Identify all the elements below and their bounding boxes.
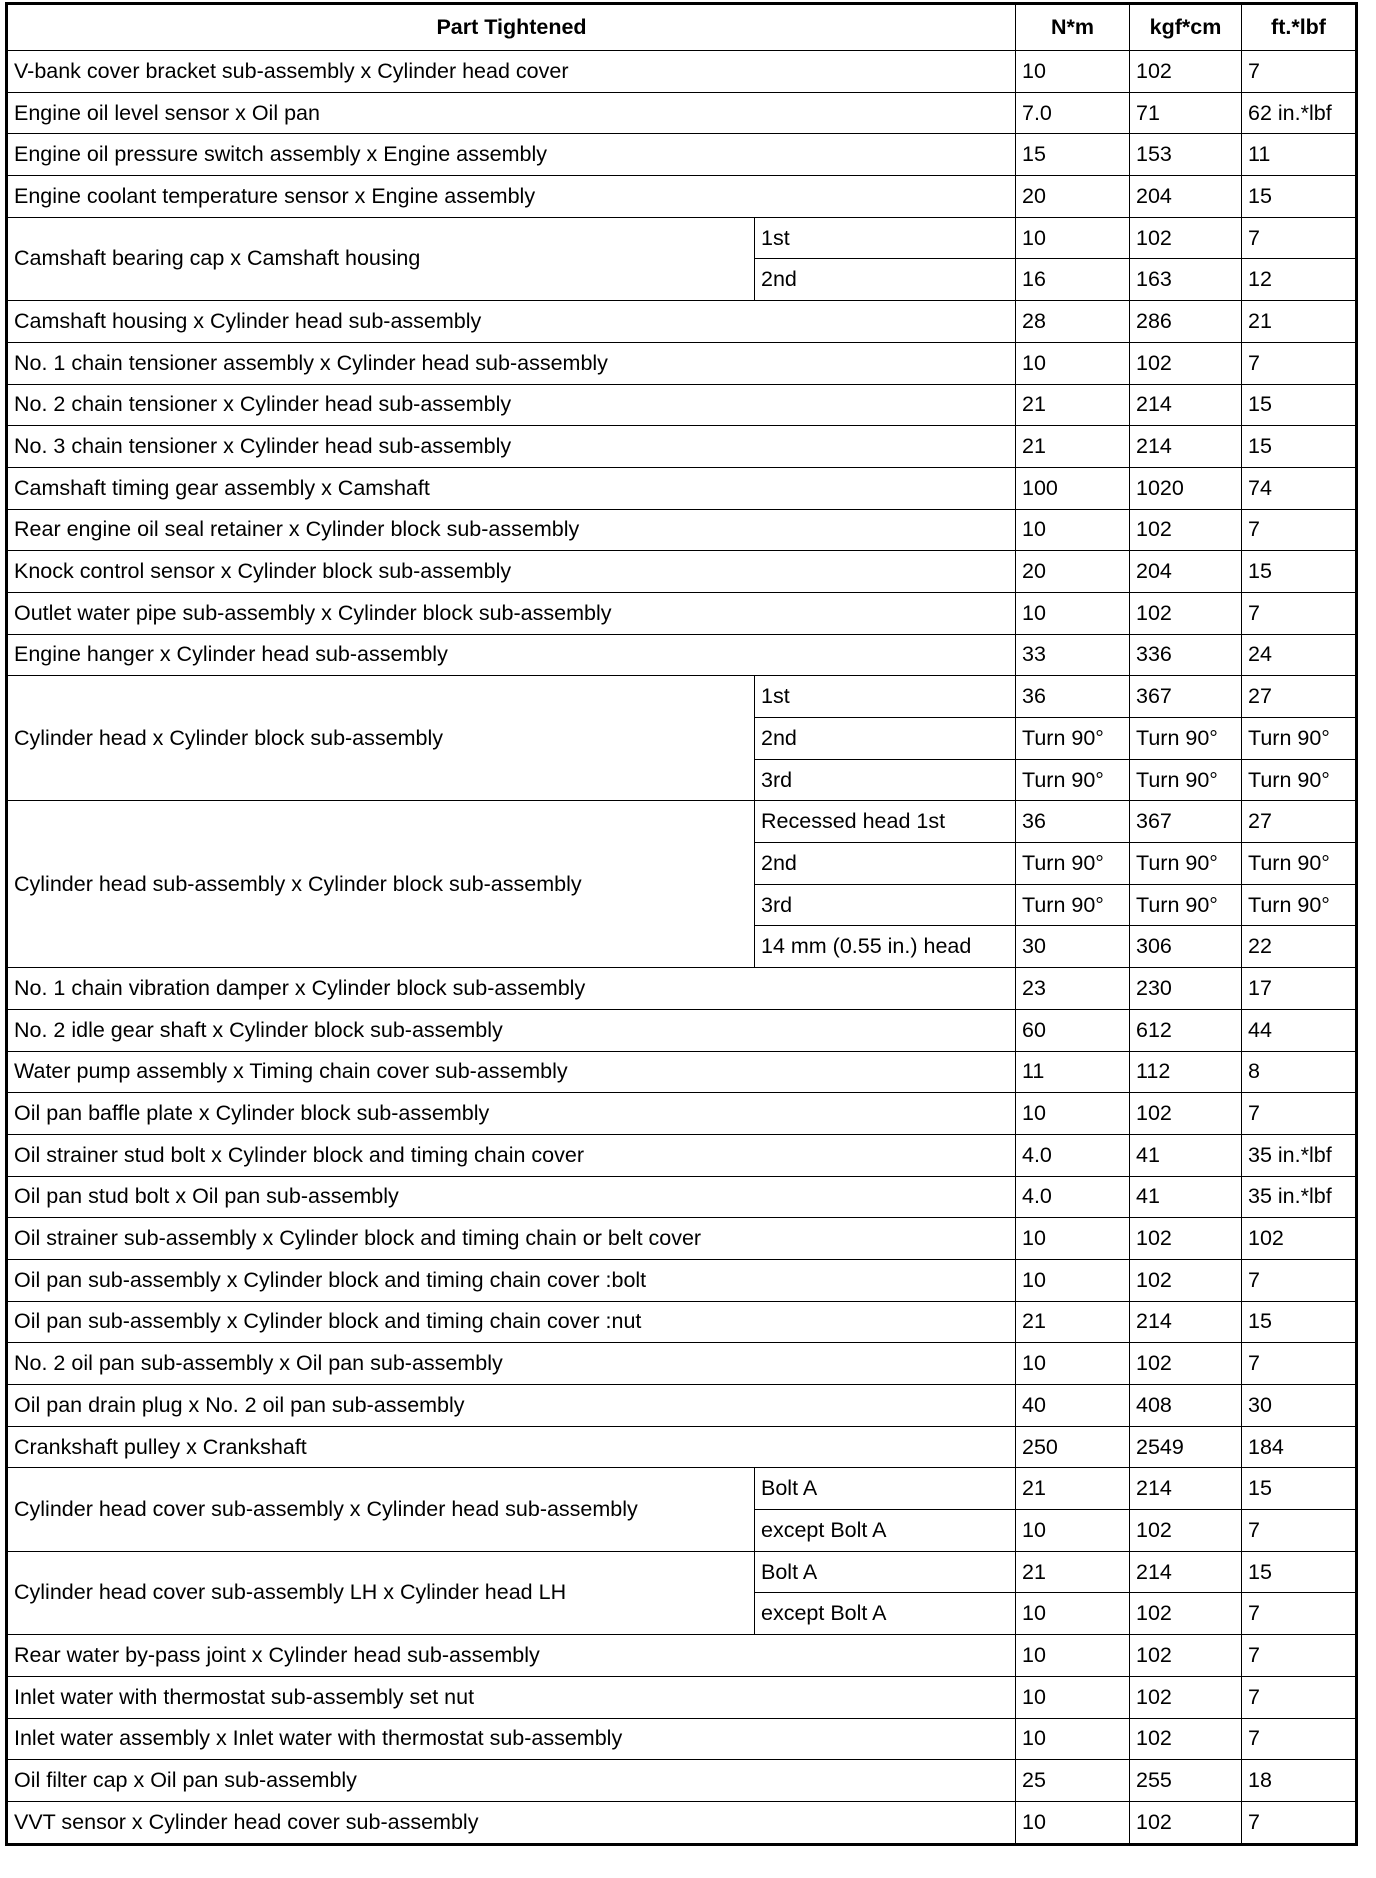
part-name: Oil strainer sub-assembly x Cylinder block and timing chain or belt cover <box>7 1218 1016 1260</box>
value-ftlbf: 22 <box>1242 926 1357 968</box>
value-ftlbf: 8 <box>1242 1051 1357 1093</box>
value-ftlbf: Turn 90° <box>1242 843 1357 885</box>
part-name: Inlet water assembly x Inlet water with thermostat sub-assembly <box>7 1718 1016 1760</box>
value-ftlbf: 27 <box>1242 676 1357 718</box>
value-nm: 10 <box>1016 217 1130 259</box>
value-nm: 36 <box>1016 801 1130 843</box>
value-ftlbf: 74 <box>1242 467 1357 509</box>
value-nm: 16 <box>1016 259 1130 301</box>
table-row <box>7 1718 1357 1760</box>
value-ftlbf: 184 <box>1242 1426 1357 1468</box>
value-ftlbf: 7 <box>1242 342 1357 384</box>
table-row <box>7 592 1357 634</box>
value-ftlbf: 44 <box>1242 1009 1357 1051</box>
value-ftlbf: 15 <box>1242 176 1357 218</box>
value-ftlbf: 15 <box>1242 426 1357 468</box>
part-name: Rear engine oil seal retainer x Cylinder block sub-assembly <box>7 509 1016 551</box>
value-ftlbf: 11 <box>1242 134 1357 176</box>
part-name: V-bank cover bracket sub-assembly x Cylinder head cover <box>7 51 1016 93</box>
step-label: 14 mm (0.55 in.) head <box>755 926 1016 968</box>
value-kgfcm: 204 <box>1130 551 1242 593</box>
value-kgfcm: Turn 90° <box>1130 718 1242 760</box>
value-nm: 23 <box>1016 968 1130 1010</box>
value-nm: 10 <box>1016 51 1130 93</box>
value-kgfcm: 102 <box>1130 51 1242 93</box>
value-kgfcm: 102 <box>1130 1676 1242 1718</box>
value-kgfcm: 408 <box>1130 1385 1242 1427</box>
part-name: Oil pan baffle plate x Cylinder block sub-assembly <box>7 1093 1016 1135</box>
value-ftlbf: 7 <box>1242 592 1357 634</box>
table-row <box>7 1426 1357 1468</box>
value-nm: 100 <box>1016 467 1130 509</box>
table-row <box>7 1343 1357 1385</box>
value-kgfcm: 1020 <box>1130 467 1242 509</box>
value-kgfcm: 102 <box>1130 1510 1242 1552</box>
part-name: Engine oil pressure switch assembly x Engine assembly <box>7 134 1016 176</box>
value-kgfcm: 102 <box>1130 509 1242 551</box>
value-nm: 10 <box>1016 592 1130 634</box>
value-kgfcm: 102 <box>1130 1259 1242 1301</box>
value-ftlbf: 7 <box>1242 1676 1357 1718</box>
value-nm: 10 <box>1016 1635 1130 1677</box>
value-kgfcm: 306 <box>1130 926 1242 968</box>
part-name: Crankshaft pulley x Crankshaft <box>7 1426 1016 1468</box>
table-row <box>7 1301 1357 1343</box>
step-label: 2nd <box>755 259 1016 301</box>
table-row <box>7 801 1357 843</box>
value-ftlbf: 15 <box>1242 1551 1357 1593</box>
value-kgfcm: 102 <box>1130 1093 1242 1135</box>
part-name: No. 1 chain vibration damper x Cylinder block sub-assembly <box>7 968 1016 1010</box>
value-ftlbf: 24 <box>1242 634 1357 676</box>
value-ftlbf: Turn 90° <box>1242 759 1357 801</box>
table-row <box>7 1134 1357 1176</box>
part-name: Cylinder head cover sub-assembly LH x Cylinder head LH <box>7 1551 755 1634</box>
value-ftlbf: 7 <box>1242 1259 1357 1301</box>
value-kgfcm: 214 <box>1130 1468 1242 1510</box>
value-nm: Turn 90° <box>1016 759 1130 801</box>
part-name: Water pump assembly x Timing chain cover sub-assembly <box>7 1051 1016 1093</box>
part-name: Cylinder head x Cylinder block sub-assembly <box>7 676 755 801</box>
value-ftlbf: Turn 90° <box>1242 884 1357 926</box>
part-name: Rear water by-pass joint x Cylinder head sub-assembly <box>7 1635 1016 1677</box>
part-name: VVT sensor x Cylinder head cover sub-assembly <box>7 1801 1016 1844</box>
value-nm: 60 <box>1016 1009 1130 1051</box>
value-ftlbf: 62 in.*lbf <box>1242 92 1357 134</box>
value-kgfcm: 102 <box>1130 1718 1242 1760</box>
value-nm: 250 <box>1016 1426 1130 1468</box>
value-nm: 21 <box>1016 426 1130 468</box>
header-part-tightened: Part Tightened <box>7 4 1016 51</box>
table-row <box>7 1051 1357 1093</box>
value-kgfcm: 41 <box>1130 1134 1242 1176</box>
part-name: Oil filter cap x Oil pan sub-assembly <box>7 1760 1016 1802</box>
value-kgfcm: 102 <box>1130 1635 1242 1677</box>
table-row <box>7 551 1357 593</box>
table-row <box>7 1801 1357 1844</box>
value-kgfcm: Turn 90° <box>1130 843 1242 885</box>
value-kgfcm: 41 <box>1130 1176 1242 1218</box>
part-name: Oil pan drain plug x No. 2 oil pan sub-assembly <box>7 1385 1016 1427</box>
table-row <box>7 384 1357 426</box>
value-kgfcm: 204 <box>1130 176 1242 218</box>
part-name: Oil strainer stud bolt x Cylinder block and timing chain cover <box>7 1134 1016 1176</box>
value-nm: 33 <box>1016 634 1130 676</box>
step-label: 1st <box>755 676 1016 718</box>
value-ftlbf: 7 <box>1242 1343 1357 1385</box>
part-name: Engine hanger x Cylinder head sub-assembly <box>7 634 1016 676</box>
value-nm: 4.0 <box>1016 1134 1130 1176</box>
part-name: Cylinder head sub-assembly x Cylinder block sub-assembly <box>7 801 755 968</box>
value-ftlbf: 15 <box>1242 1468 1357 1510</box>
value-ftlbf: 21 <box>1242 301 1357 343</box>
table-row <box>7 1218 1357 1260</box>
value-ftlbf: 27 <box>1242 801 1357 843</box>
value-kgfcm: 102 <box>1130 592 1242 634</box>
table-row <box>7 1635 1357 1677</box>
part-name: No. 2 oil pan sub-assembly x Oil pan sub-assembly <box>7 1343 1016 1385</box>
value-kgfcm: 255 <box>1130 1760 1242 1802</box>
header-nm: N*m <box>1016 4 1130 51</box>
table-row <box>7 676 1357 718</box>
value-nm: Turn 90° <box>1016 843 1130 885</box>
value-ftlbf: 7 <box>1242 51 1357 93</box>
value-kgfcm: 102 <box>1130 1343 1242 1385</box>
table-row <box>7 467 1357 509</box>
value-ftlbf: 15 <box>1242 384 1357 426</box>
value-kgfcm: 71 <box>1130 92 1242 134</box>
part-name: Oil pan sub-assembly x Cylinder block and timing chain cover :nut <box>7 1301 1016 1343</box>
table-row <box>7 176 1357 218</box>
value-kgfcm: 163 <box>1130 259 1242 301</box>
value-nm: 7.0 <box>1016 92 1130 134</box>
value-nm: 36 <box>1016 676 1130 718</box>
part-name: Oil pan stud bolt x Oil pan sub-assembly <box>7 1176 1016 1218</box>
value-nm: 10 <box>1016 1259 1130 1301</box>
value-nm: 10 <box>1016 1676 1130 1718</box>
value-ftlbf: 12 <box>1242 259 1357 301</box>
value-ftlbf: 7 <box>1242 1510 1357 1552</box>
value-kgfcm: 102 <box>1130 1593 1242 1635</box>
part-name: Engine oil level sensor x Oil pan <box>7 92 1016 134</box>
table-row <box>7 217 1357 259</box>
part-name: No. 2 idle gear shaft x Cylinder block sub-assembly <box>7 1009 1016 1051</box>
part-name: Camshaft bearing cap x Camshaft housing <box>7 217 755 300</box>
part-name: Oil pan sub-assembly x Cylinder block and timing chain cover :bolt <box>7 1259 1016 1301</box>
value-kgfcm: 230 <box>1130 968 1242 1010</box>
value-kgfcm: 102 <box>1130 1218 1242 1260</box>
value-nm: 10 <box>1016 342 1130 384</box>
step-label: except Bolt A <box>755 1510 1016 1552</box>
table-row <box>7 1760 1357 1802</box>
value-nm: 10 <box>1016 1343 1130 1385</box>
table-row <box>7 1468 1357 1510</box>
value-kgfcm: 214 <box>1130 1551 1242 1593</box>
step-label: 3rd <box>755 884 1016 926</box>
value-kgfcm: 286 <box>1130 301 1242 343</box>
value-ftlbf: 7 <box>1242 1093 1357 1135</box>
value-nm: 21 <box>1016 384 1130 426</box>
value-ftlbf: 15 <box>1242 1301 1357 1343</box>
value-nm: 30 <box>1016 926 1130 968</box>
table-row <box>7 1551 1357 1593</box>
value-nm: 21 <box>1016 1551 1130 1593</box>
header-row <box>7 4 1357 51</box>
value-ftlbf: 18 <box>1242 1760 1357 1802</box>
value-nm: 15 <box>1016 134 1130 176</box>
value-kgfcm: Turn 90° <box>1130 759 1242 801</box>
table-row <box>7 968 1357 1010</box>
value-kgfcm: 102 <box>1130 1801 1242 1844</box>
part-name: Outlet water pipe sub-assembly x Cylinder block sub-assembly <box>7 592 1016 634</box>
value-ftlbf: 102 <box>1242 1218 1357 1260</box>
part-name: No. 3 chain tensioner x Cylinder head sub-assembly <box>7 426 1016 468</box>
table-row <box>7 1385 1357 1427</box>
value-kgfcm: 112 <box>1130 1051 1242 1093</box>
step-label: Bolt A <box>755 1468 1016 1510</box>
value-ftlbf: 35 in.*lbf <box>1242 1134 1357 1176</box>
value-kgfcm: 153 <box>1130 134 1242 176</box>
table-row <box>7 1676 1357 1718</box>
table-row <box>7 51 1357 93</box>
value-nm: 4.0 <box>1016 1176 1130 1218</box>
value-kgfcm: 102 <box>1130 217 1242 259</box>
value-kgfcm: 214 <box>1130 426 1242 468</box>
value-kgfcm: 214 <box>1130 1301 1242 1343</box>
step-label: 2nd <box>755 718 1016 760</box>
step-label: except Bolt A <box>755 1593 1016 1635</box>
value-ftlbf: 7 <box>1242 1635 1357 1677</box>
part-name: Knock control sensor x Cylinder block sub-assembly <box>7 551 1016 593</box>
value-nm: 10 <box>1016 1593 1130 1635</box>
part-name: Camshaft timing gear assembly x Camshaft <box>7 467 1016 509</box>
value-nm: Turn 90° <box>1016 718 1130 760</box>
part-name: Engine coolant temperature sensor x Engine assembly <box>7 176 1016 218</box>
value-kgfcm: 612 <box>1130 1009 1242 1051</box>
table-row <box>7 634 1357 676</box>
value-kgfcm: 214 <box>1130 384 1242 426</box>
table-row <box>7 426 1357 468</box>
header-ftlbf: ft.*lbf <box>1242 4 1357 51</box>
table-row <box>7 509 1357 551</box>
table-row <box>7 134 1357 176</box>
value-ftlbf: 15 <box>1242 551 1357 593</box>
value-nm: 40 <box>1016 1385 1130 1427</box>
value-nm: 28 <box>1016 301 1130 343</box>
value-kgfcm: 336 <box>1130 634 1242 676</box>
step-label: Bolt A <box>755 1551 1016 1593</box>
part-name: No. 2 chain tensioner x Cylinder head sub-assembly <box>7 384 1016 426</box>
step-label: 1st <box>755 217 1016 259</box>
value-ftlbf: 7 <box>1242 1593 1357 1635</box>
value-ftlbf: Turn 90° <box>1242 718 1357 760</box>
value-nm: 20 <box>1016 176 1130 218</box>
value-nm: 10 <box>1016 1718 1130 1760</box>
value-ftlbf: 35 in.*lbf <box>1242 1176 1357 1218</box>
value-nm: Turn 90° <box>1016 884 1130 926</box>
value-ftlbf: 7 <box>1242 217 1357 259</box>
part-name: Camshaft housing x Cylinder head sub-assembly <box>7 301 1016 343</box>
value-kgfcm: Turn 90° <box>1130 884 1242 926</box>
value-ftlbf: 7 <box>1242 1801 1357 1844</box>
header-kgfcm: kgf*cm <box>1130 4 1242 51</box>
table-row <box>7 1093 1357 1135</box>
value-kgfcm: 367 <box>1130 676 1242 718</box>
value-ftlbf: 17 <box>1242 968 1357 1010</box>
table-row <box>7 301 1357 343</box>
value-kgfcm: 102 <box>1130 342 1242 384</box>
value-nm: 10 <box>1016 1510 1130 1552</box>
step-label: Recessed head 1st <box>755 801 1016 843</box>
value-ftlbf: 7 <box>1242 509 1357 551</box>
value-nm: 10 <box>1016 509 1130 551</box>
value-nm: 11 <box>1016 1051 1130 1093</box>
value-nm: 21 <box>1016 1468 1130 1510</box>
value-nm: 25 <box>1016 1760 1130 1802</box>
value-nm: 10 <box>1016 1218 1130 1260</box>
value-nm: 10 <box>1016 1093 1130 1135</box>
table-row <box>7 1009 1357 1051</box>
value-nm: 20 <box>1016 551 1130 593</box>
value-ftlbf: 30 <box>1242 1385 1357 1427</box>
value-kgfcm: 367 <box>1130 801 1242 843</box>
value-kgfcm: 2549 <box>1130 1426 1242 1468</box>
part-name: Inlet water with thermostat sub-assembly set nut <box>7 1676 1016 1718</box>
table-row <box>7 1176 1357 1218</box>
table-row <box>7 92 1357 134</box>
value-nm: 21 <box>1016 1301 1130 1343</box>
table-row <box>7 1259 1357 1301</box>
table-row <box>7 342 1357 384</box>
step-label: 3rd <box>755 759 1016 801</box>
torque-spec-table <box>5 2 1358 1846</box>
part-name: No. 1 chain tensioner assembly x Cylinder head sub-assembly <box>7 342 1016 384</box>
value-ftlbf: 7 <box>1242 1718 1357 1760</box>
value-nm: 10 <box>1016 1801 1130 1844</box>
step-label: 2nd <box>755 843 1016 885</box>
part-name: Cylinder head cover sub-assembly x Cylinder head sub-assembly <box>7 1468 755 1551</box>
